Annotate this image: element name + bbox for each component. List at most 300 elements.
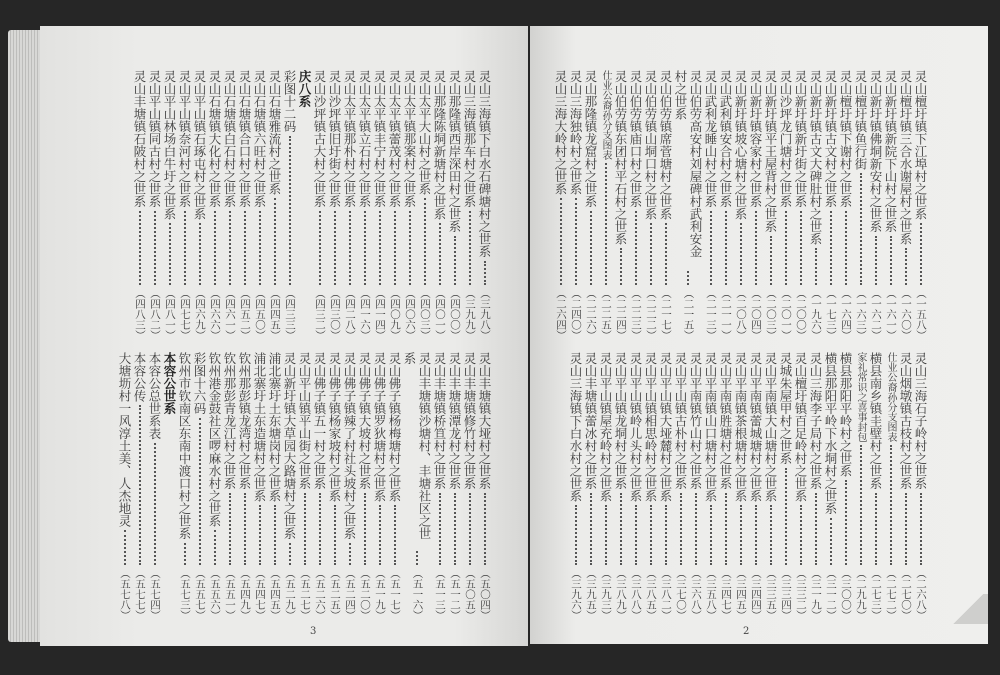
toc-entry (688, 352, 703, 620)
dot-leader (229, 211, 231, 285)
toc-entry (372, 70, 387, 340)
entry-title: 灵山平南镇山口塘村之世系 (703, 352, 718, 502)
toc-entry (342, 70, 357, 340)
dot-leader (184, 543, 186, 565)
dot-leader (139, 211, 141, 285)
dot-leader (319, 211, 321, 285)
entry-page-number: （五七七） (134, 567, 146, 620)
dot-leader (154, 443, 156, 565)
toc-entry (853, 352, 868, 620)
dot-leader (184, 211, 186, 285)
entry-title: 灵山三海镇那车村之世系 (462, 70, 477, 208)
entry-title: 横县南乡镇圭壁村之世系 (868, 352, 883, 490)
entry-page-number: （二九九） (855, 567, 867, 620)
entry-title: 灵山丰塘镇修竹村之世系 (462, 352, 477, 490)
entry-title: 灵山三海镇下白水村之世系 (568, 352, 583, 502)
dot-leader (349, 211, 351, 285)
entry-title: 灵山平山林场白牛圩之世系 (162, 70, 177, 220)
dot-leader (785, 468, 787, 565)
entry-title: 灵山太平镇那案村之世系 (402, 70, 417, 208)
entry-page-number: （二一一） (720, 287, 732, 340)
toc-entry (568, 352, 583, 620)
entry-title: 灵山新圩镇古文大碑肚村之世系 (808, 70, 823, 245)
toc-entry (868, 352, 883, 620)
entry-page-number: （五一六） (411, 567, 424, 620)
entry-title: 灵山石塘镇白石村之世系 (222, 70, 237, 208)
dot-leader (124, 530, 126, 565)
dot-leader (214, 530, 216, 565)
toc-entry (748, 352, 763, 620)
entry-title: 灵山烟墩镇古枝村之世系 (898, 352, 913, 490)
toc-entry (583, 352, 598, 620)
dot-leader (770, 236, 772, 285)
dot-leader (680, 493, 682, 565)
entry-page-number: （二二二） (645, 287, 657, 340)
dot-leader (454, 493, 456, 565)
entry-title: 灵山沙坪龙门塘村之世系 (778, 70, 793, 208)
entry-page-number: （三八八） (630, 567, 642, 620)
entry-page-number: （三九六） (570, 567, 582, 620)
toc-block-right-top (553, 70, 928, 340)
entry-title: 灵山平山镇龙垌村之世系 (613, 352, 628, 490)
entry-title: 灵山伯劳高安村刘屋碑村武利安金村之世系 (673, 70, 703, 258)
toc-entry (237, 352, 252, 620)
entry-title: 灵山沙坪镇古大村之世系 (312, 70, 327, 208)
dot-leader (725, 211, 727, 285)
entry-page-number: （三九九） (464, 287, 476, 340)
heading-text: 本容公世系 (162, 352, 177, 415)
entry-title: 横县那阳平岭村之世系 (838, 352, 853, 477)
toc-entry (132, 352, 147, 620)
entry-page-number: （五五一） (224, 567, 236, 620)
entry-title: 灵山那隆镇西岸深田村之世系 (447, 70, 462, 233)
dot-leader (274, 198, 276, 285)
toc-entry (402, 70, 417, 340)
toc-entry (718, 70, 733, 340)
entry-page-number: （四一六） (359, 287, 371, 340)
dot-leader (229, 493, 231, 565)
entry-title: 本容公总世系表 (147, 352, 162, 440)
entry-title: 灵山佛子镇杨家坡村之世系 (327, 352, 342, 502)
toc-entry (733, 70, 748, 340)
entry-title: 灵山佛子镇辣了村社头坡村之世系 (342, 352, 357, 540)
entry-title: 灵山平山镇同古村之世系 (147, 70, 162, 208)
entry-page-number: （四四五） (269, 287, 281, 340)
entry-page-number: （四六一） (224, 287, 236, 340)
entry-page-number: （二二三） (630, 287, 642, 340)
entry-title: 灵山平山镇大垭麓村之世系 (658, 352, 673, 502)
dot-leader (687, 271, 689, 285)
dot-leader (590, 493, 592, 565)
entry-title: 灵山新圩镇新院下山村之世系 (883, 70, 898, 233)
toc-entry (838, 352, 853, 620)
toc-entry (357, 70, 372, 340)
dot-leader (379, 505, 381, 565)
dot-leader (304, 493, 306, 565)
dot-leader (905, 248, 907, 285)
toc-entry (222, 352, 237, 620)
dot-leader (650, 223, 652, 285)
toc-entry (898, 70, 913, 340)
toc-entry (898, 352, 913, 620)
dot-leader (875, 493, 877, 565)
entry-title: 灵山新圩镇容家村之世系 (748, 70, 763, 208)
entry-page-number: （四七七） (179, 287, 191, 340)
toc-entry (462, 352, 477, 620)
page-corner (948, 594, 988, 624)
heading-text: 庆八系 (297, 70, 312, 108)
entry-page-number: （一五八） (915, 287, 927, 340)
entry-page-number: （三三五） (765, 567, 777, 620)
entry-page-number: （二〇四） (750, 287, 762, 340)
toc-entry (192, 352, 207, 620)
toc-block-left-top (132, 70, 492, 340)
dot-leader (469, 211, 471, 285)
entry-page-number: （三八二） (660, 567, 672, 620)
toc-entry (793, 352, 808, 620)
entry-title: 本容公传 (132, 352, 147, 402)
dot-leader (379, 211, 381, 285)
entry-title: 灵山佛子镇五一村之世系 (312, 352, 327, 490)
toc-entry (868, 70, 883, 340)
dot-leader (845, 211, 847, 285)
dot-leader (349, 543, 351, 565)
entry-page-number: （二〇三） (765, 287, 777, 340)
toc-entry (312, 352, 327, 620)
entry-page-number: （四六九） (194, 287, 206, 340)
entry-page-number: （五一七） (389, 567, 401, 620)
entry-page-number: （五五六） (209, 567, 221, 620)
dot-leader (635, 211, 637, 285)
entry-page-number: （一六三） (855, 287, 867, 340)
dot-leader (920, 493, 922, 565)
entry-title: 灵山平山镇平山街之世系 (297, 352, 312, 490)
right-page (530, 26, 988, 644)
dot-leader (364, 211, 366, 285)
dot-leader (439, 493, 441, 565)
section-heading (297, 70, 312, 340)
dot-leader (740, 223, 742, 285)
dot-leader (469, 493, 471, 565)
toc-entry (132, 70, 147, 340)
entry-title: 灵山三海镇下白水石碑塘村之世系 (477, 70, 492, 258)
entry-title: 灵山太平镇那朴村之世系 (342, 70, 357, 208)
dot-leader (710, 505, 712, 565)
entry-title: 灵山太平镇蕾茂村之世系 (387, 70, 402, 208)
entry-title: 彩图十二码 (282, 70, 297, 133)
entry-title: 灵山平山镇石琢屯村之世系 (192, 70, 207, 220)
entry-page-number: （三一二） (825, 567, 837, 620)
entry-page-number: （二一七） (660, 287, 672, 340)
toc-entry (673, 70, 703, 340)
entry-title: 灵山新圩镇新圩街之世系 (793, 70, 808, 208)
toc-entry (312, 70, 327, 340)
entry-title: 灵山檀圩镇下江埠村之世系 (913, 70, 928, 220)
toc-entry (703, 352, 718, 620)
entry-title: 灵山平山镇奈河村之世系 (177, 70, 192, 208)
dot-leader (890, 236, 892, 285)
entry-page-number: （三六八） (690, 567, 702, 620)
entry-title: 灵山那隆镇龙窟村之世系 (583, 70, 598, 208)
dot-leader (830, 518, 832, 565)
entry-page-number: （五七四） (149, 567, 161, 620)
toc-entry (447, 70, 462, 340)
toc-entry (658, 70, 673, 340)
dot-leader (905, 493, 907, 565)
entry-title: 灵山檀圩镇下谢村之世系 (838, 70, 853, 208)
toc-entry (583, 70, 598, 340)
entry-title: 灵山新圩镇古文村之世系 (823, 70, 838, 208)
entry-title: 浦北寨圩土东塘岗村之世系 (267, 352, 282, 502)
toc-entry (462, 70, 477, 340)
toc-entry (267, 70, 282, 340)
dot-leader (259, 211, 261, 285)
entry-page-number: （四五二） (239, 287, 251, 340)
entry-title: 灵山那隆陈垌新塘村之世系 (432, 70, 447, 220)
entry-title: 灵山石塘镇大化村之世系 (207, 70, 222, 208)
entry-page-number: （五二六） (314, 567, 326, 620)
entry-title: 灵山石塘雅流村之世系 (267, 70, 282, 195)
toc-entry (613, 70, 628, 340)
entry-title: 灵山丰塘镇石陂村之世系 (132, 70, 147, 208)
entry-page-number: （二六八） (915, 567, 927, 620)
toc-entry (192, 70, 207, 340)
entry-title: 仕业公裔孙分支图表 (885, 352, 896, 442)
toc-entry (177, 352, 192, 620)
toc-entry (252, 70, 267, 340)
dot-leader (364, 493, 366, 565)
toc-entry (147, 70, 162, 340)
entry-title: 灵山平南镇大山塘村之世系 (763, 352, 778, 502)
toc-entry (838, 70, 853, 340)
toc-entry (808, 70, 823, 340)
entry-title: 灵山三海石子岭村之世系 (913, 352, 928, 490)
entry-title: 灵山佛子镇罗狄塘村之世系 (372, 352, 387, 502)
entry-page-number: （二六四） (555, 287, 567, 340)
page-number: 3 (310, 626, 317, 637)
toc-entry (598, 352, 613, 620)
dot-leader (845, 480, 847, 565)
entry-page-number: （五一二） (449, 567, 461, 620)
entry-page-number: （五〇四） (479, 567, 491, 620)
entry-page-number: （三四七） (720, 567, 732, 620)
dot-leader (605, 163, 607, 285)
dot-leader (319, 493, 321, 565)
dot-leader (860, 445, 862, 565)
entry-title: 灵山平南镇茶根塘村之世系 (733, 352, 748, 502)
entry-page-number: （三一九） (810, 567, 822, 620)
entry-page-number: （三九八） (479, 287, 491, 340)
section-heading (162, 352, 177, 620)
dot-leader (560, 198, 562, 285)
entry-title: 灵山三海大岭村之世系 (553, 70, 568, 195)
toc-block-right-bottom (568, 352, 928, 620)
entry-title: 灵山平南镇胜塘村之世系 (718, 352, 733, 490)
dot-leader (439, 223, 441, 285)
dot-leader (800, 211, 802, 285)
toc-entry (117, 352, 132, 620)
dot-leader (770, 505, 772, 565)
dot-leader (575, 198, 577, 285)
entry-page-number: （五〇五） (464, 567, 476, 620)
dot-leader (289, 543, 291, 565)
entry-page-number: （二一五） (682, 287, 695, 340)
entry-page-number: （二〇一） (780, 287, 792, 340)
toc-entry (673, 352, 688, 620)
dot-leader (695, 493, 697, 565)
dot-leader (920, 223, 922, 285)
entry-page-number: （四一四） (374, 287, 386, 340)
entry-page-number: （四二八） (344, 287, 356, 340)
entry-title: 灵山伯劳镇山垌口村之世系 (643, 70, 658, 220)
entry-page-number: （一六四） (840, 287, 852, 340)
entry-page-number: （三九三） (600, 567, 612, 620)
entry-title: 灵山檀圩镇三合水谢屋村之世系 (898, 70, 913, 245)
dot-leader (199, 223, 201, 285)
dot-leader (424, 198, 426, 285)
toc-entry (252, 352, 267, 620)
toc-entry (733, 352, 748, 620)
toc-entry (778, 70, 793, 340)
entry-page-number: （三四五） (735, 567, 747, 620)
entry-title: 灵山伯劳镇东团村平石村之世系 (613, 70, 628, 245)
entry-title: 灵山武利龙睡山村之世系 (703, 70, 718, 208)
entry-title: 灵山新圩镇大草园大路塘村之世系 (282, 352, 297, 540)
entry-title: 灵山石塘镇合口村之世系 (237, 70, 252, 208)
entry-page-number: （一六〇） (900, 287, 912, 340)
dot-leader (139, 405, 141, 565)
dot-leader (334, 505, 336, 565)
entry-title: 灵山三海独岭村之世系 (568, 70, 583, 195)
dot-leader (416, 551, 418, 565)
entry-title: 灵山平南镇竹山村之世系 (688, 352, 703, 490)
toc-entry (297, 352, 312, 620)
entry-title: 灵山檀圩镇百足岭村之世系 (793, 352, 808, 502)
left-page (40, 26, 528, 646)
entry-title: 灵山三海李子局村之世系 (808, 352, 823, 490)
toc-entry (718, 352, 733, 620)
entry-title: 灵山太平镇立石村之世系 (357, 70, 372, 208)
page-number: 2 (743, 626, 750, 637)
entry-page-number: （五二五） (329, 567, 341, 620)
entry-page-number: （二〇〇） (795, 287, 807, 340)
toc-entry (417, 70, 432, 340)
dot-leader (620, 248, 622, 285)
entry-page-number: （四八一） (164, 287, 176, 340)
dot-leader (665, 505, 667, 565)
toc-entry (267, 352, 282, 620)
toc-entry (853, 70, 868, 340)
entry-title: 浦北寨圩土东造塘村之世系 (252, 352, 267, 502)
entry-title: 灵山檀圩镇鱼行街 (853, 70, 868, 170)
entry-page-number: （三三二） (795, 567, 807, 620)
entry-page-number: （一六一） (885, 287, 897, 340)
dot-leader (605, 505, 607, 565)
dot-leader (755, 505, 757, 565)
toc-entry (477, 352, 492, 620)
toc-entry (703, 70, 718, 340)
dot-leader (274, 505, 276, 565)
dot-leader (484, 261, 486, 285)
entry-page-number: （二七〇） (900, 567, 912, 620)
dot-leader (484, 493, 486, 565)
entry-page-number: （五四七） (254, 567, 266, 620)
entry-title: 大塘坜村一风淳土美、人杰地灵 (117, 352, 132, 527)
dot-leader (244, 211, 246, 285)
entry-title: 灵城朱屋甲村之世系 (778, 352, 793, 465)
entry-title: 钦州那彭青龙江村之世系 (222, 352, 237, 490)
entry-title: 钦州港金鼓社区啰麻水村之世系 (207, 352, 222, 527)
toc-entry (162, 70, 177, 340)
toc-entry (222, 70, 237, 340)
toc-entry (477, 70, 492, 340)
entry-page-number: （五一九） (374, 567, 386, 620)
dot-leader (394, 505, 396, 565)
entry-page-number: （二七三） (870, 567, 882, 620)
entry-page-number: （五七三） (179, 567, 191, 620)
entry-page-number: （二〇八） (735, 287, 747, 340)
toc-entry (177, 70, 192, 340)
entry-title: 灵山平山镇岭儿头村之世系 (628, 352, 643, 502)
toc-entry (387, 70, 402, 340)
toc-entry (327, 70, 342, 340)
entry-page-number: （四五〇） (254, 287, 266, 340)
entry-page-number: （五二九） (284, 567, 296, 620)
entry-title: 家礼常识之喜事封包 (855, 352, 866, 442)
entry-page-number: （三八九） (615, 567, 627, 620)
entry-page-number: （五四五） (269, 567, 281, 620)
dot-leader (890, 445, 892, 565)
toc-entry (763, 352, 778, 620)
entry-title: 灵山新圩镇坡心塘村之世系 (733, 70, 748, 220)
dot-leader (755, 211, 757, 285)
toc-entry (237, 70, 252, 340)
dot-leader (214, 211, 216, 285)
entry-page-number: （二七二） (885, 567, 897, 620)
entry-page-number: （二四〇） (570, 287, 582, 340)
entry-title: 彩图十六码 (192, 352, 207, 415)
entry-page-number: （五二七） (299, 567, 311, 620)
toc-entry (282, 352, 297, 620)
toc-block-left-bottom (117, 352, 492, 620)
dot-leader (334, 211, 336, 285)
dot-leader (409, 211, 411, 285)
entry-title: 灵山丰塘镇桥笪村之世系 (432, 352, 447, 490)
dot-leader (860, 173, 862, 285)
toc-entry (357, 352, 372, 620)
dot-leader (815, 493, 817, 565)
entry-title: 钦州市钦南区东南中渡口村之世系 (177, 352, 192, 540)
dot-leader (725, 493, 727, 565)
toc-entry (207, 70, 222, 340)
toc-entry (147, 352, 162, 620)
entry-page-number: （三七〇） (675, 567, 687, 620)
entry-page-number: （五五七） (194, 567, 206, 620)
entry-page-number: （五七八） (119, 567, 131, 620)
entry-page-number: （三四四） (750, 567, 762, 620)
toc-entry (778, 352, 793, 620)
entry-title: 灵山太平大山村之世系 (417, 70, 432, 195)
toc-entry (402, 352, 432, 620)
toc-entry (883, 70, 898, 340)
entry-title: 灵山太平镇丰宁村之世系 (372, 70, 387, 208)
dot-leader (394, 211, 396, 285)
entry-title: 横县那阳平岭下水垌村之世系 (823, 352, 838, 515)
entry-page-number: （二二六） (585, 287, 597, 340)
entry-page-number: （五四九） (239, 567, 251, 620)
dot-leader (244, 493, 246, 565)
toc-entry (372, 352, 387, 620)
